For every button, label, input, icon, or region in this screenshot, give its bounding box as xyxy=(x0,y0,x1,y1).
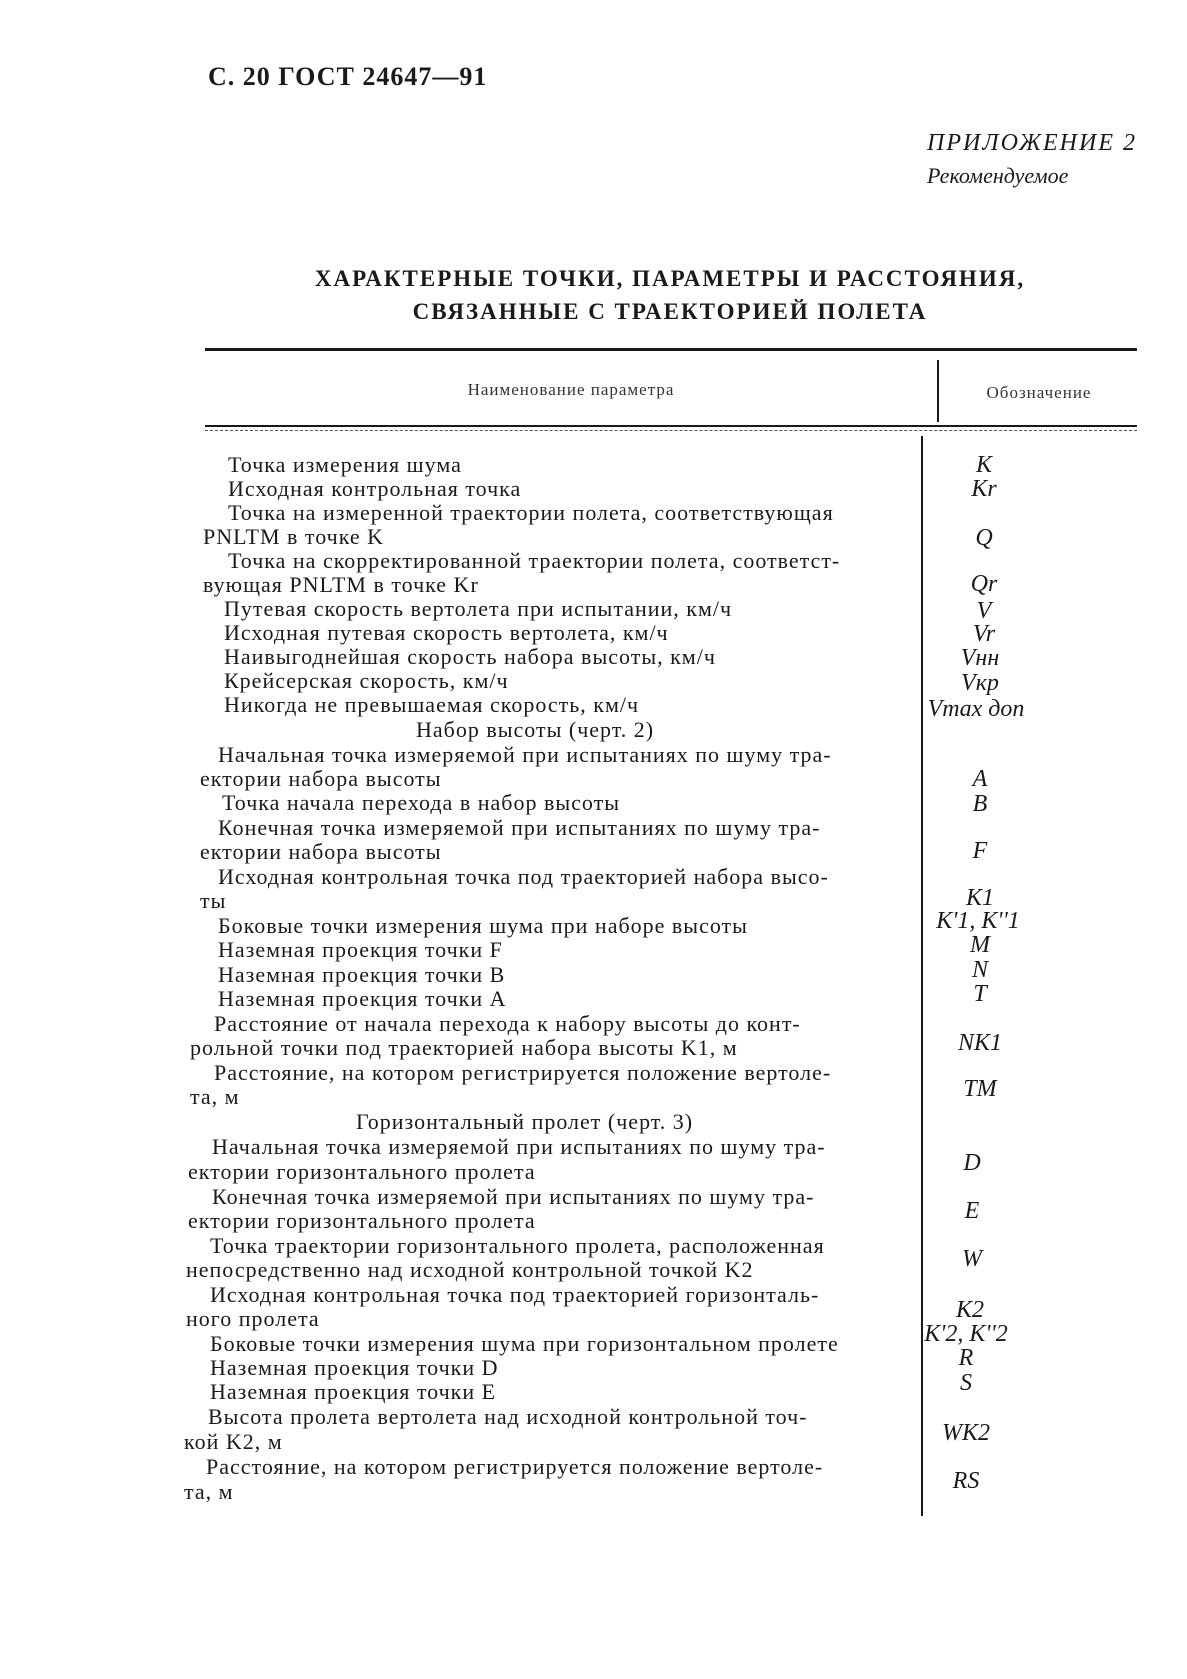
page-header: С. 20 ГОСТ 24647—91 xyxy=(208,62,488,91)
symbol-cell: RS xyxy=(952,1468,980,1494)
appendix-block xyxy=(927,130,1137,189)
header-bottom-rule-dashed xyxy=(205,430,1137,431)
symbol-cell: R xyxy=(958,1345,974,1371)
table-line: ектории набора высоты xyxy=(200,839,442,864)
table-line: Расстояние, на котором регистрируется положение вертоле- xyxy=(214,1060,832,1085)
table-line: Боковые точки измерения шума при горизонтальном пролете xyxy=(210,1331,839,1356)
table-line: Точка измерения шума xyxy=(228,452,462,477)
table-line: Точка начала перехода в набор высоты xyxy=(222,790,620,815)
table-line: Путевая скорость вертолета при испытании, км/ч xyxy=(224,596,733,621)
table-line: Набор высоты (черт. 2) xyxy=(416,717,655,742)
symbol-cell: K xyxy=(975,452,992,478)
symbol-cell: D xyxy=(963,1150,981,1176)
column-header-name: Наименование параметра xyxy=(467,380,675,399)
column-header-symbol: Обозначение xyxy=(986,383,1092,402)
table-line: Расстояние, на котором регистрируется положение вертоле- xyxy=(206,1454,824,1479)
table-line: Наземная проекция точки F xyxy=(218,937,503,962)
symbol-cell: Vнн xyxy=(960,645,1000,671)
table-line: рольной точки под траекторией набора высоты K1, м xyxy=(190,1035,738,1060)
table-line: Начальная точка измеряемой при испытаниях по шуму тра- xyxy=(218,742,832,767)
table-line: ного пролета xyxy=(186,1306,320,1331)
appendix-status: Рекомендуемое xyxy=(927,163,1069,188)
symbol-cell: K1 xyxy=(965,885,994,911)
table-line: вующая PNLTM в точке Kr xyxy=(203,572,479,597)
table-top-rule xyxy=(205,348,1137,351)
table-line: PNLTM в точке K xyxy=(203,524,385,549)
table-line: та, м xyxy=(190,1084,240,1109)
table-line: ектории горизонтального пролета xyxy=(188,1159,536,1184)
table-line: Точка на измеренной траектории полета, соответствующая xyxy=(228,500,834,525)
table-line: Исходная контрольная точка под траекторией набора высо- xyxy=(218,864,829,889)
symbol-cell: N xyxy=(971,957,988,983)
table-line: ектории горизонтального пролета xyxy=(188,1208,536,1233)
symbol-cell: NK1 xyxy=(957,1030,1002,1056)
symbol-cell: Qr xyxy=(970,571,998,597)
title-line-1: ХАРАКТЕРНЫЕ ТОЧКИ, ПАРАМЕТРЫ И РАССТОЯНИЯ, xyxy=(314,266,1026,291)
symbol-cell: E xyxy=(964,1198,980,1224)
table-line: та, м xyxy=(184,1479,234,1504)
table-line: Высота пролета вертолета над исходной контрольной точ- xyxy=(208,1404,808,1429)
table-line: кой K2, м xyxy=(184,1429,283,1454)
header-bottom-rule xyxy=(205,425,1137,427)
symbol-cell: TM xyxy=(963,1076,997,1102)
table-line: Наземная проекция точки A xyxy=(218,986,507,1011)
table-line: непосредственно над исходной контрольной точкой K2 xyxy=(186,1257,754,1282)
symbol-cell: K'1, K''1 xyxy=(936,908,1020,934)
table-line: Наземная проекция точки E xyxy=(210,1379,497,1404)
table-line: Начальная точка измеряемой при испытаниях по шуму тра- xyxy=(212,1134,826,1159)
table-line: ты xyxy=(200,888,227,913)
symbol-cell: W xyxy=(962,1246,982,1272)
symbol-cell: M xyxy=(970,932,990,958)
symbol-cell: F xyxy=(972,838,988,864)
title-line-2: СВЯЗАННЫЕ С ТРАЕКТОРИЕЙ ПОЛЕТА xyxy=(412,299,928,324)
table-line: ектории набора высоты xyxy=(200,766,442,791)
symbol-cell: A xyxy=(972,766,988,792)
symbol-cell: K'2, K''2 xyxy=(924,1321,1008,1347)
appendix-label: ПРИЛОЖЕНИЕ 2 xyxy=(927,130,1137,156)
symbol-cell: S xyxy=(960,1370,972,1396)
table-line: Расстояние от начала перехода к набору высоты до конт- xyxy=(214,1011,801,1036)
table-line: Исходная контрольная точка под траекторией горизонталь- xyxy=(210,1282,820,1307)
table-line: Наземная проекция точки D xyxy=(210,1355,499,1380)
table-line: Точка на скорректированной траектории полета, соответст- xyxy=(228,548,841,573)
symbol-cell: T xyxy=(973,981,987,1007)
table-line: Конечная точка измеряемой при испытаниях по шуму тра- xyxy=(212,1184,815,1209)
table-line: Никогда не превышаемая скорость, км/ч xyxy=(224,692,640,717)
symbol-cell: Q xyxy=(975,525,993,551)
table-line: Точка траектории горизонтального пролета, расположенная xyxy=(210,1233,825,1258)
document-title xyxy=(200,262,1140,328)
symbol-cell: Vкр xyxy=(961,670,999,696)
table-line: Крейсерская скорость, км/ч xyxy=(224,668,509,693)
symbol-cell: K2 xyxy=(955,1297,984,1323)
table-line: Боковые точки измерения шума при наборе высоты xyxy=(218,913,748,938)
table-line: Исходная контрольная точка xyxy=(228,476,522,501)
symbol-cell: V xyxy=(976,598,992,624)
table-line: Горизонтальный пролет (черт. 3) xyxy=(356,1109,694,1134)
symbol-cell: Kr xyxy=(971,476,997,502)
table-line: Наивыгоднейшая скорость набора высоты, км/ч xyxy=(224,644,716,669)
symbol-cell: Vmax доп xyxy=(927,696,1025,722)
table-line: Исходная путевая скорость вертолета, км/ч xyxy=(224,620,669,645)
table-line: Наземная проекция точки B xyxy=(218,962,506,987)
table-line: Конечная точка измеряемой при испытаниях по шуму тра- xyxy=(218,815,821,840)
symbol-cell: Vr xyxy=(972,621,996,647)
symbol-cell: WK2 xyxy=(942,1420,990,1446)
symbol-cell: B xyxy=(972,791,988,817)
